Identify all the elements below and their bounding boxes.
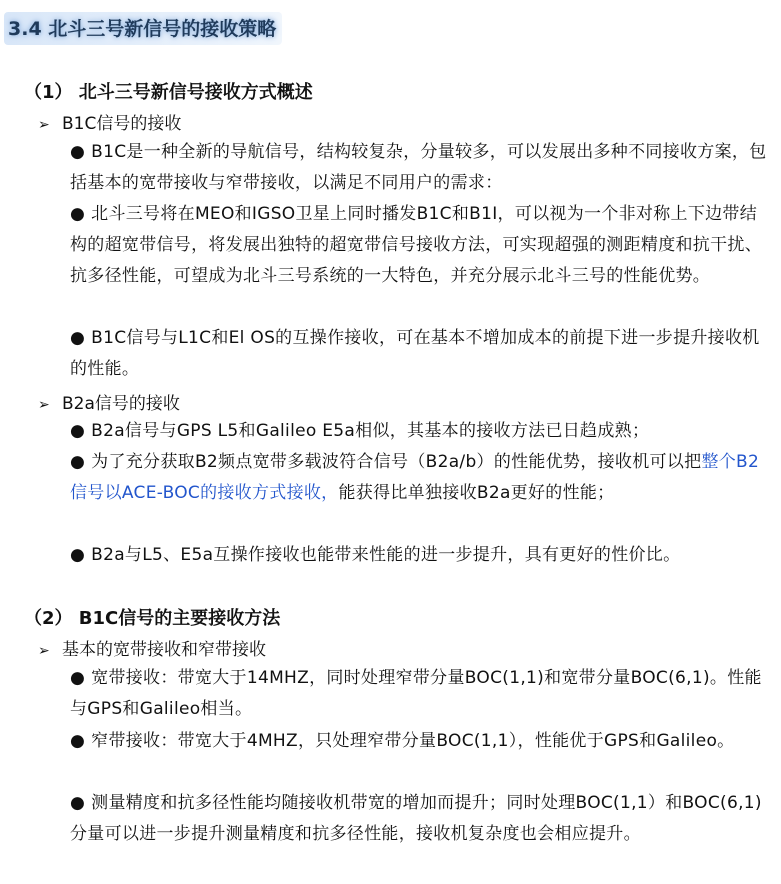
subsection-b2a (38, 389, 180, 414)
bullet-icon: ● (70, 328, 86, 348)
bullet-icon: ● (70, 142, 86, 162)
bullet-icon: ● (70, 421, 86, 441)
subsection-b1c (38, 109, 181, 134)
list-item: ● B2a与L5、E5a互操作接收也能带来性能的进一步提升，具有更好的性价比。 (70, 545, 681, 565)
bullet-icon: ● (70, 204, 86, 224)
list-item: ● B2a信号与GPS L5和Galileo E5a相似，其基本的接收方法已日趋成熟； (70, 421, 650, 441)
bullet-icon: ● (70, 731, 86, 751)
page-title: 3.4 北斗三号新信号的接收策略 (4, 12, 282, 45)
list-item: ● B1C信号与L1C和El OS的互操作接收，可在基本不增加成本的前提下进一步提升接收机的性能。 (70, 328, 760, 379)
section-heading-2: （2） B1C信号的主要接收方法 (24, 608, 281, 629)
subsection-label: B1C信号的接收 (62, 114, 182, 134)
highlighted-link-text[interactable]: 整个B2信号以ACE-BOC的接收方式接收， (70, 452, 760, 503)
arrow-icon: ➢ (38, 643, 50, 659)
bullet-icon: ● (70, 793, 86, 813)
arrow-icon: ➢ (38, 397, 50, 413)
list-item: ● 宽带接收：带宽大于14MHZ，同时处理窄带分量BOC(1,1)和宽带分量BOC(6,1)。性能与GPS和Galileo相当。 (70, 668, 762, 719)
list-item: ● 测量精度和抗多径性能均随接收机带宽的增加而提升；同时处理BOC(1,1）和BOC(6,1)分量可以进一步提升测量精度和抗多径性能，接收机复杂度也会相应提升。 (70, 793, 762, 844)
list-item: ● B1C是一种全新的导航信号，结构较复杂，分量较多，可以发展出多种不同接收方案，包括基本的宽带接收与窄带接收，以满足不同用户的需求： (70, 142, 767, 193)
bullet-icon: ● (70, 545, 86, 565)
arrow-icon: ➢ (38, 117, 50, 133)
bullet-icon: ● (70, 668, 86, 688)
list-item: ● 为了充分获取B2频点宽带多载波符合信号（B2a/b）的性能优势，接收机可以把整个B2信号以ACE-BOC的接收方式接收，能获得比单独接收B2a更好的性能； (70, 452, 760, 503)
list-item: ● 窄带接收：带宽大于4MHZ，只处理窄带分量BOC(1,1），性能优于GPS和Galileo。 (70, 731, 735, 751)
subsection-label: B2a信号的接收 (62, 394, 180, 414)
subsection-basic-receive (38, 635, 266, 660)
bullet-icon: ● (70, 452, 86, 472)
subsection-label: 基本的宽带接收和窄带接收 (62, 640, 266, 660)
section-heading-1: （1） 北斗三号新信号接收方式概述 (24, 82, 313, 103)
list-item: ● 北斗三号将在MEO和IGSO卫星上同时播发B1C和B1I，可以视为一个非对称上下边带结构的超宽带信号，将发展出独特的超宽带信号接收方法，可实现超强的测距精度和抗干扰、抗多径性能，可望成为北斗三号系统的一大特色，并充分展示北斗三号的性能优势。 (70, 204, 762, 286)
